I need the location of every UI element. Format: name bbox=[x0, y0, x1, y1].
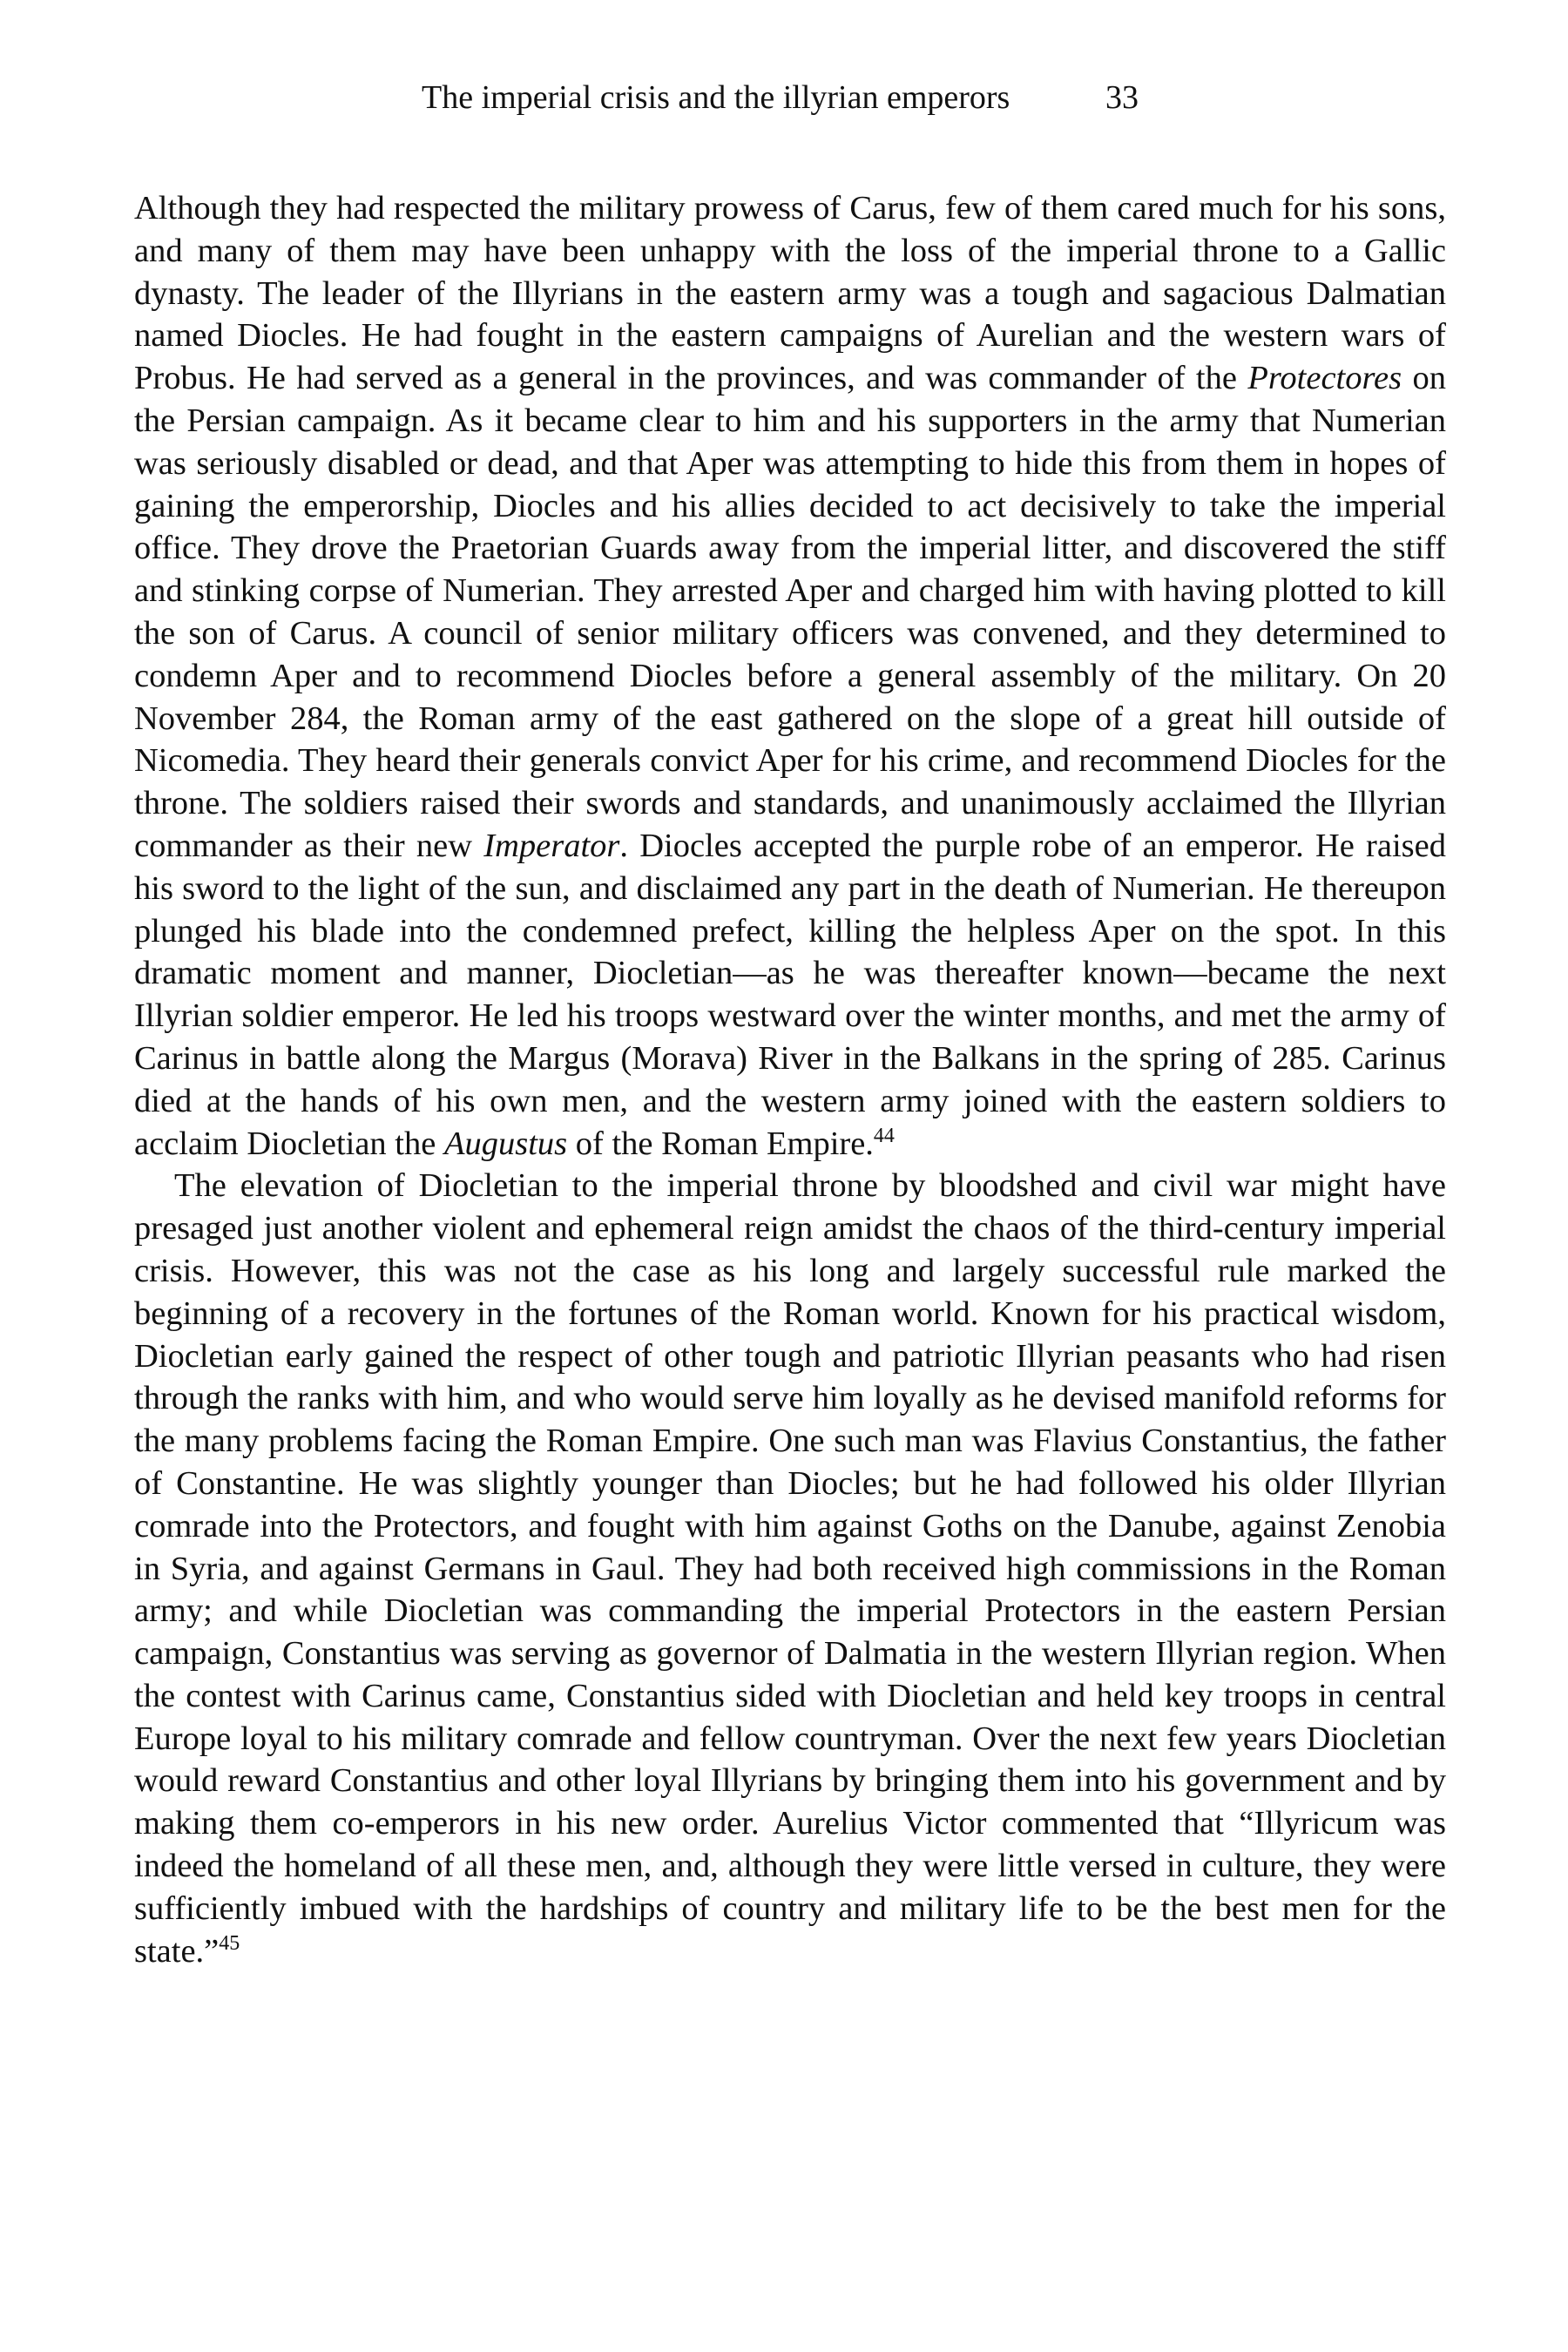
paragraph-1-text-b: on the Persian campaign. As it became clear to him and his supporters in the army that Numerian was seriously disabled or dead, and that Aper was attempting to hide this from them in hopes of gaining the emperorship, Diocles and his allies decided to act decisively to take the imperial office. They drove the Praetorian Guards away from the imperial litter, and discovered the stiff and stinking corpse of Numerian. They arrested Aper and charged him with having plotted to kill the son of Carus. A council of senior military officers was convened, and they determined to condemn Aper and to recommend Diocles before a general assembly of the military. On 20 November 284, the Roman army of the east gathered on the slope of a great hill outside of Nicomedia. They heard their generals convict Aper for his crime, and recommend Diocles for the throne. The soldiers raised their swords and standards, and unanimously acclaimed the Illyrian commander as their new bbox=[134, 360, 1446, 864]
running-header bbox=[0, 71, 1568, 124]
footnote-marker-44: 44 bbox=[873, 1124, 895, 1147]
paragraph-1 bbox=[134, 187, 1446, 1165]
paragraph-1-text-c: . Diocles accepted the purple robe of an emperor. He raised his sword to the light of the sun, and disclaimed any part in the death of Numerian. He thereupon plunged his blade into the condemned prefect, killing the helpless Aper on the spot. In this dramatic moment and manner, Diocletian—as he was thereafter known—became the next Illyrian soldier emperor. He led his troops westward over the winter months, and met the army of Carinus in battle along the Margus (Morava) River in the Balkans in the spring of 285. Carinus died at the hands of his own men, and the western army joined with the eastern soldiers to acclaim Diocletian the bbox=[134, 827, 1446, 1162]
paragraph-2-text: The elevation of Diocletian to the imperial throne by bloodshed and civil war might have presaged just another violent and ephemeral reign amidst the chaos of the third-century imperial crisis. However, this was not the case as his long and largely successful rule marked the beginning of a recovery in the fortunes of the Roman world. Known for his practical wisdom, Diocletian early gained the respect of other tough and patriotic Illyrian peasants who had risen through the ranks with him, and who would serve him loyally as he devised manifold reforms for the many problems facing the Roman Empire. One such man was Flavius Constantius, the father of Constantine. He was slightly younger than Diocles; but he had followed his older Illyrian comrade into the Protectors, and fought with him against Goths on the Danube, against Zenobia in Syria, and against Germans in Gaul. They had both received high commissions in the Roman army; and while Diocletian was commanding the imperial Protectors in the eastern Persian campaign, Constantius was serving as governor of Dalmatia in the western Illyrian region. When the contest with Carinus came, Constantius sided with Diocletian and held key troops in central Europe loyal to his military comrade and fellow countryman. Over the next few years Diocletian would reward Constantius and other loyal Illyrians by bringing them into his government and by making them co-emperors in his new order. Aurelius Victor commented that “Illyricum was indeed the homeland of all these men, and, although they were little versed in culture, they were sufficiently imbued with the hardships of country and military life to be the best men for the state.” bbox=[134, 1167, 1446, 1970]
term-augustus: Augustus bbox=[443, 1125, 568, 1162]
page-number: 33 bbox=[1105, 79, 1139, 116]
footnote-marker-45: 45 bbox=[219, 1931, 240, 1955]
body-text bbox=[134, 187, 1446, 1972]
term-imperator: Imperator bbox=[483, 827, 620, 864]
paragraph-1-text-d: of the Roman Empire. bbox=[567, 1125, 874, 1162]
running-title: The imperial crisis and the illyrian emperors bbox=[422, 79, 1010, 116]
term-protectores: Protectores bbox=[1247, 360, 1402, 397]
paragraph-2 bbox=[134, 1165, 1446, 1972]
paragraph-1-text-a: Although they had respected the military prowess of Carus, few of them cared much for his sons, and many of them may have been unhappy with the loss of the imperial throne to a Gallic dynasty. The leader of the Illyrians in the eastern army was a tough and sagacious Dalmatian named Diocles. He had fought in the eastern campaigns of Aurelian and the western wars of Probus. He had served as a general in the provinces, and was commander of the bbox=[134, 190, 1446, 397]
